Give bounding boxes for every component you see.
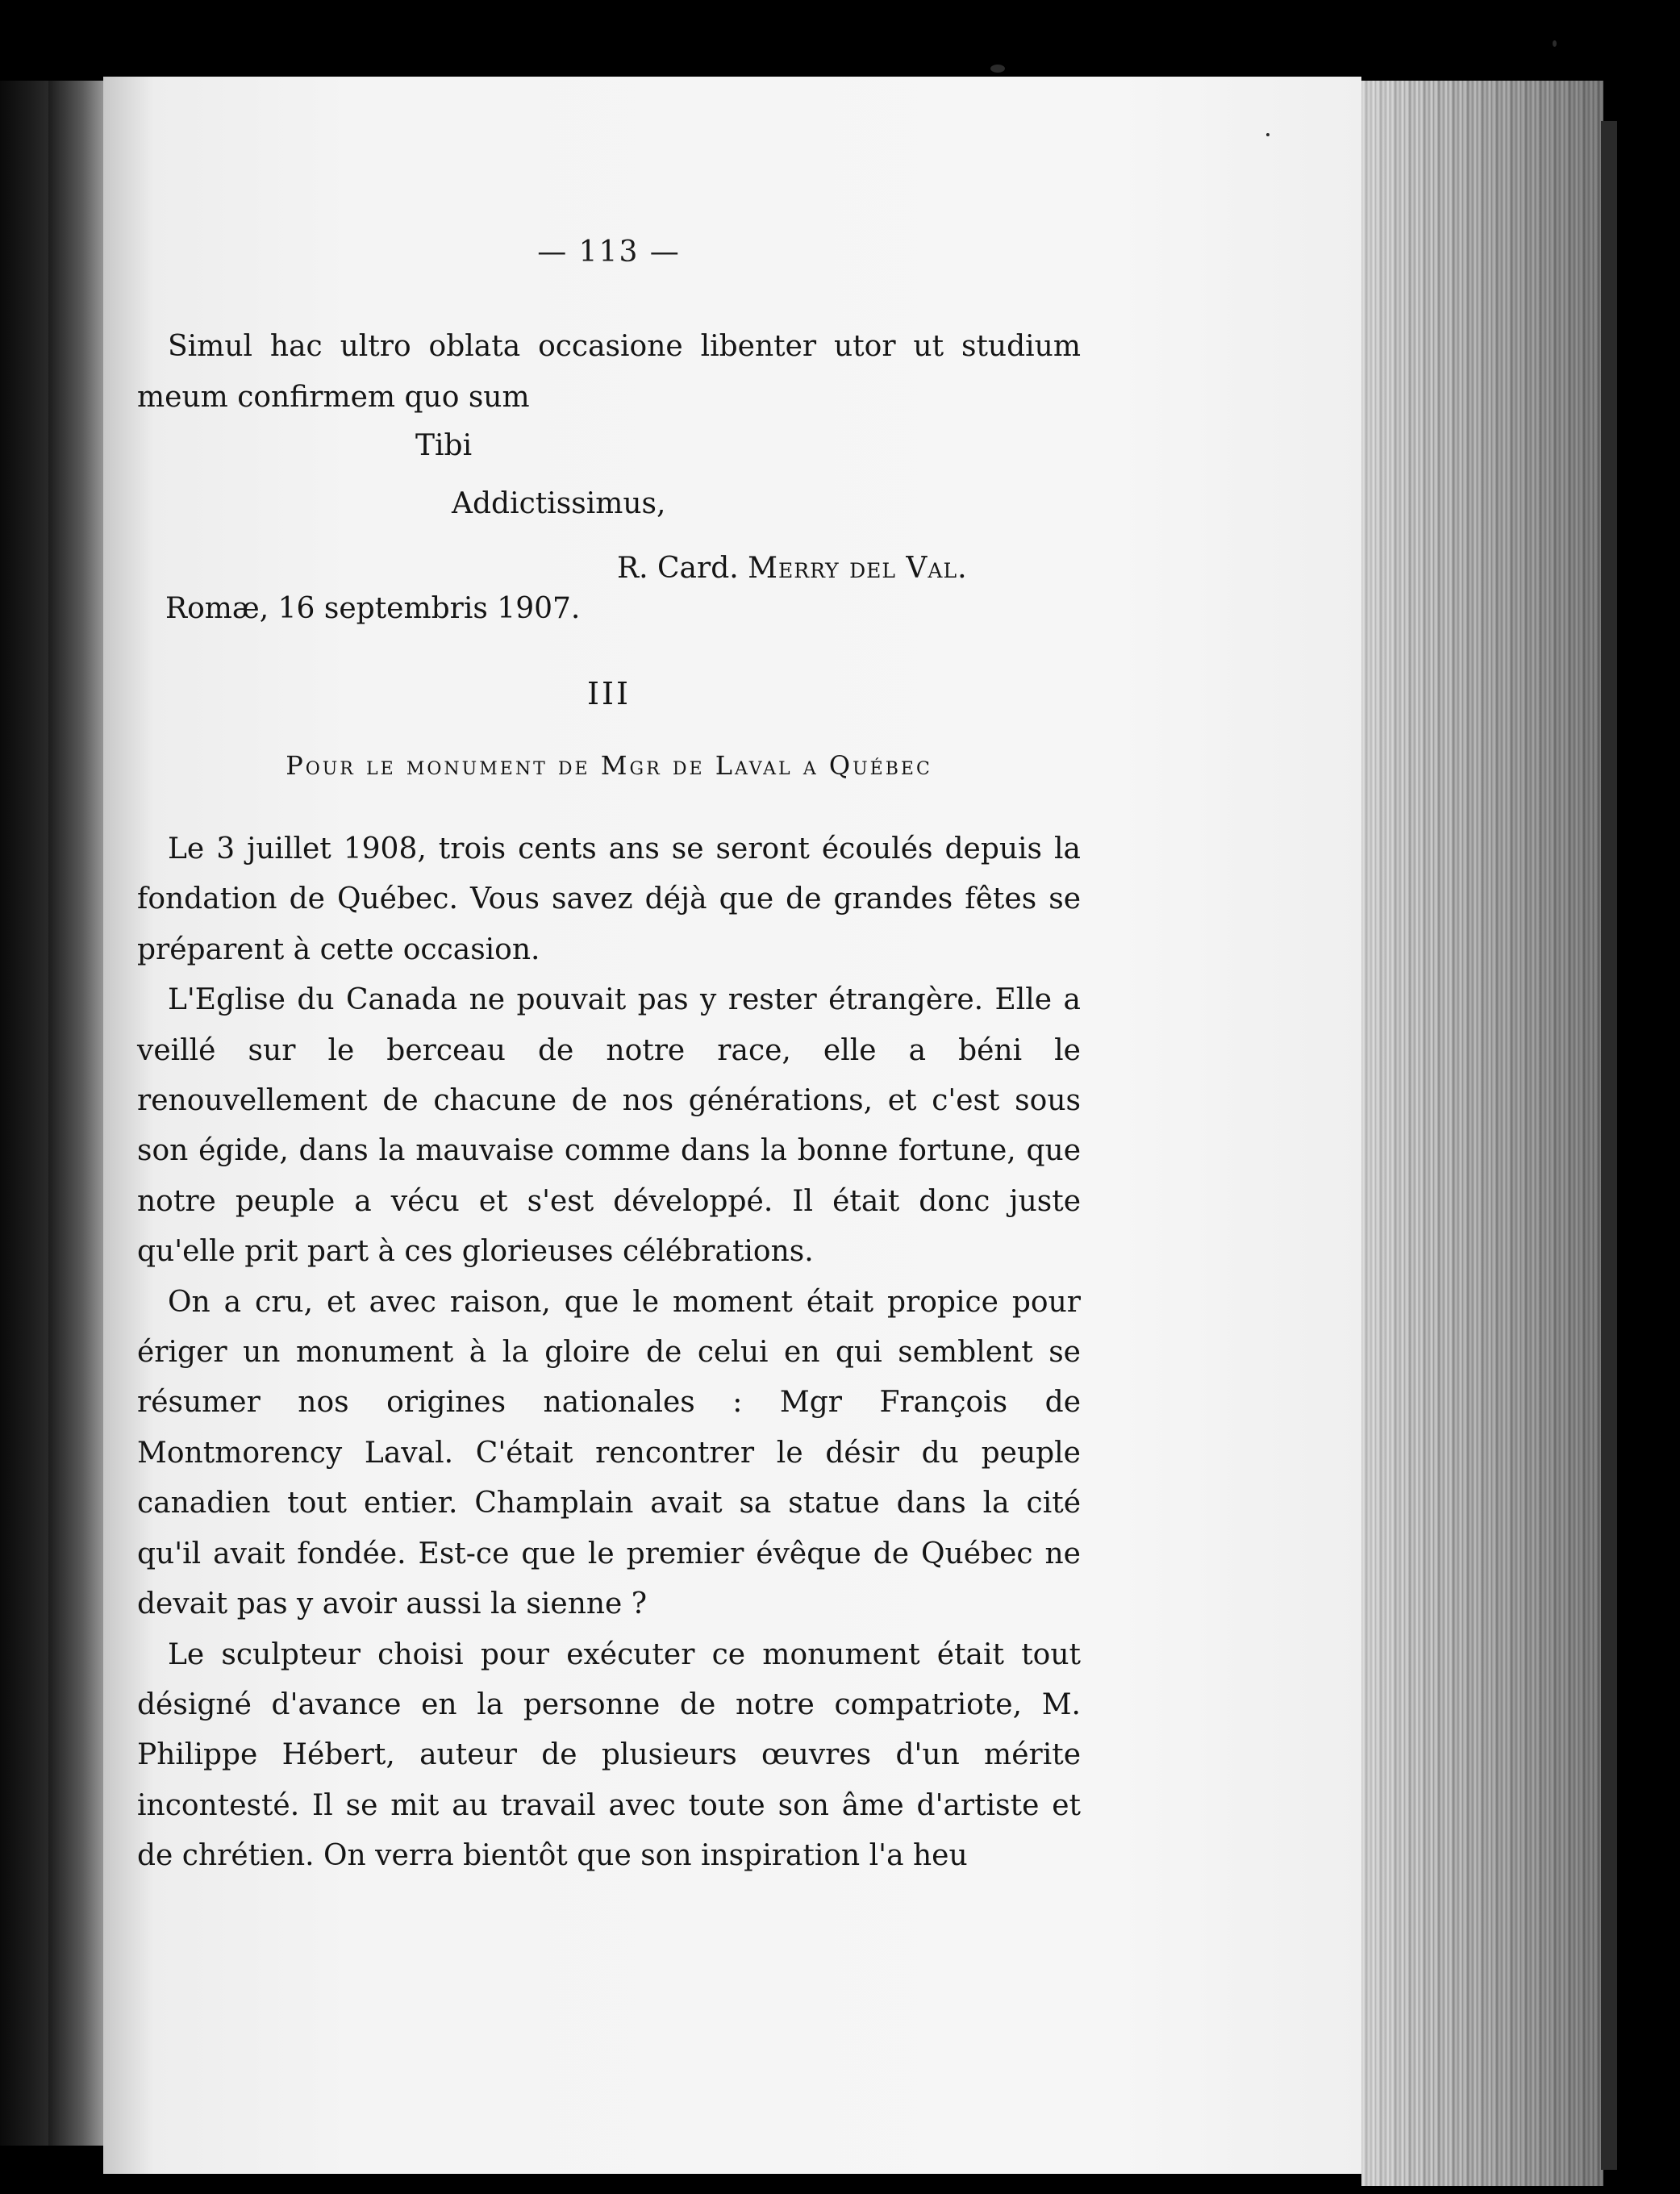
signature <box>617 548 968 589</box>
latin-paragraph <box>137 321 1081 423</box>
section-title: Pour le monument de Mgr de Laval a Québec <box>286 750 932 781</box>
body-text <box>137 824 1081 1882</box>
closing-tibi: Tibi <box>415 429 473 462</box>
page-stack-shade <box>1361 81 1603 2186</box>
dust-speck <box>1266 133 1269 136</box>
paragraph-2: L'Eglise du Canada ne pouvait pas y rester étrangère. Elle a veillé sur le berceau de notre race, elle a béni le renouvellement de chacune de nos générations, et c'est sous son égide, dans la mauvaise comme dans la bonne fortune, que notre peuple a vécu et s'est développé. Il était donc juste qu'elle prit part à ces glorieuses célébrations. <box>137 983 1081 1269</box>
closing-addictissimus: Addictissimus, <box>452 487 666 520</box>
left-page-edge <box>0 81 48 2146</box>
signature-name: Merry del Val. <box>748 552 968 585</box>
page-number: — 113 — <box>537 236 681 269</box>
paragraph-3: On a cru, et avec raison, que le moment était propice pour ériger un monument à la gloire de celui en qui semblent se résumer nos origines nationales : Mgr François de Montmorency Laval. C'était rencontrer le désir du peuple canadien tout entier. Champlain avait sa statue dans la cité qu'il avait fondée. Est-ce que le premier évêque de Québec ne devait pas y avoir aussi la sienne ? <box>137 1285 1081 1621</box>
paragraph-4: Le sculpteur choisi pour exécuter ce monument était tout désigné d'avance en la personne de notre compatriote, M. Philippe Hébert, auteur de plusieurs œuvres d'un mérite incontesté. Il se mit au travail avec toute son âme d'artiste et de chrétien. On verra bientôt que son inspiration l'a heu <box>137 1637 1081 1873</box>
latin-text: Simul hac ultro oblata occasione libenter utor ut studium meum confirmem quo sum <box>137 330 1081 414</box>
page-stack-end <box>1601 121 1617 2170</box>
gutter-shadow <box>48 81 105 2146</box>
paragraph-1: Le 3 juillet 1908, trois cents ans se seront écoulés depuis la fondation de Québec. Vous savez déjà que de grandes fêtes se préparent à cette occasion. <box>137 832 1081 966</box>
dust-speck <box>990 65 1005 73</box>
section-number: III <box>586 676 632 711</box>
signature-prefix: R. Card. <box>617 552 739 585</box>
dateline: Romæ, 16 septembris 1907. <box>165 592 581 625</box>
dust-speck <box>1553 40 1557 47</box>
